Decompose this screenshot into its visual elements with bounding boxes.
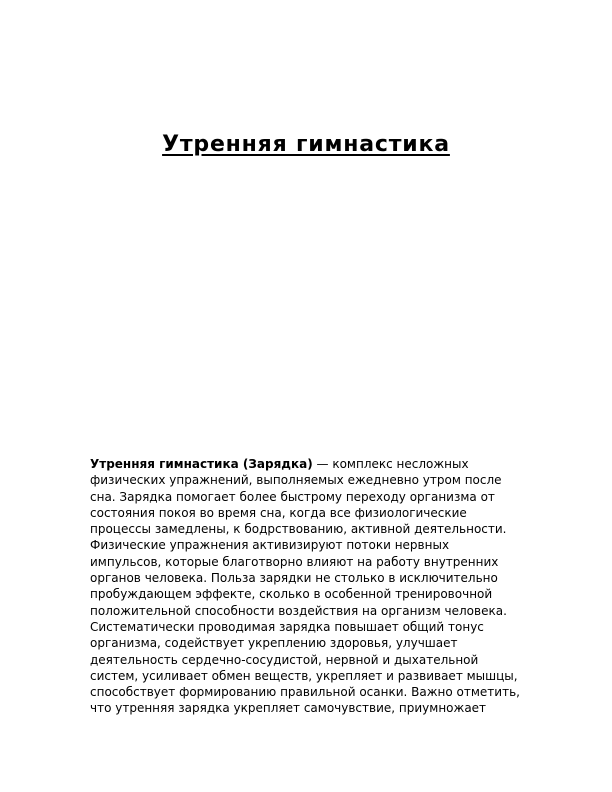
lead-term: Утренняя гимнастика (Зарядка) <box>90 457 313 471</box>
paragraph-line-9: положительной способности воздействия на организм человека. <box>90 603 507 618</box>
paragraph-line-5: Физические упражнения активизируют потоки нервных <box>90 538 450 553</box>
paragraph-line-7: органов человека. Польза зарядки не столько в исключительно <box>90 571 498 586</box>
paragraph-line-14: способствует формированию правильной осанки. Важно отметить, <box>90 685 520 700</box>
paragraph-line-4: процессы замедлены, к бодрствованию, активной деятельности. <box>90 522 507 537</box>
page-title: Утренняя гимнастика <box>162 132 450 157</box>
paragraph-line-0 <box>90 456 530 472</box>
lead-rest: — комплекс несложных <box>312 457 469 471</box>
paragraph-line-10: Систематически проводимая зарядка повышает общий тонус <box>90 619 484 634</box>
paragraph-line-11: организма, содействует укреплению здоровья, улучшает <box>90 636 458 651</box>
paragraph-line-2: сна. Зарядка помогает более быстрому переходу организма от <box>90 489 495 504</box>
paragraph-line-13: систем, усиливает обмен веществ, укрепляет и развивает мышцы, <box>90 668 518 683</box>
paragraph-line-12: деятельность сердечно-сосудистой, нервной и дыхательной <box>90 652 479 667</box>
paragraph-line-15: что утренняя зарядка укрепляет самочувствие, приумножает <box>90 701 487 716</box>
paragraph-line-8: пробуждающем эффекте, сколько в особенной тренировочной <box>90 587 493 602</box>
paragraph-line-1: физических упражнений, выполняемых ежедневно утром после <box>90 473 502 488</box>
paragraph-line-6: импульсов, которые благотворно влияют на работу внутренних <box>90 554 499 569</box>
body-paragraph <box>90 456 530 717</box>
paragraph-line-3: состояния покоя во время сна, когда все физиологические <box>90 505 467 520</box>
